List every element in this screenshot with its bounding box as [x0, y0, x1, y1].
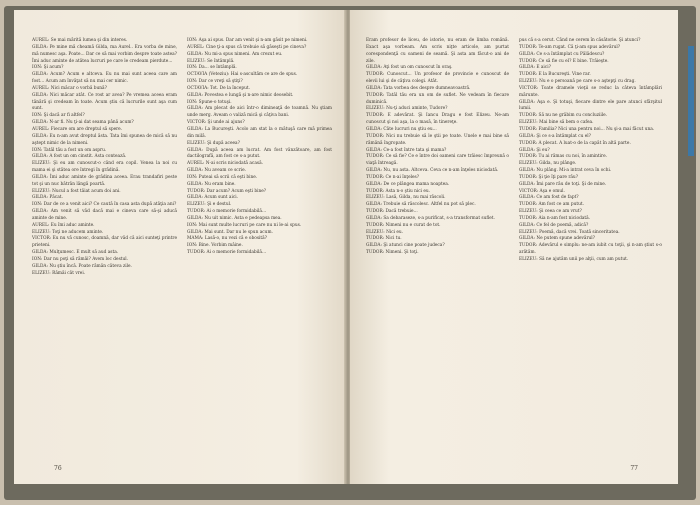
left-page-number: 76	[54, 465, 62, 472]
right-page-columns	[366, 38, 662, 458]
left-page-columns	[32, 38, 332, 458]
left-page-column-1: AUREL: Se mai mărită lumea şi din interes. GILDA: Pe mine mă cheamă Gilda, ma Aurel.. Era vorba de mine, mă numesc aşa. Poate... Dar ce să mai vorbim despre toate astea? Îmi aduc aminte de atâtea lucruri pe care le credeam pierdute... ION: Şi acum? GILDA: Acum? Acum e altceva. Eu nu mai sunt aceea care am fost... Acum am învăţat să nu mai cer nimic. AUREL: Nici măcar o vorbă bună? GILDA: Nici măcar atât. Ce rost ar avea? Pe vremea aceea eram tânără şi credeam în toate. Acum ştiu că lucrurile sunt aşa cum sunt. ION: Şi dacă ar fi altfel? GILDA: N-ar fi. Nu ţi-ai dat seama până acum? AUREL: Fiecare om are dreptul să spere. GILDA: Eu n-am avut dreptul ăsta. Tata îmi spunea de mică să nu aştept nimic de la nimeni. ION: Tatăl tău a fost un om aspru. GILDA: A fost un om cinstit. Asta contează. ELIZEU: Şi eu am cunoscut-o când era copil. Venea la noi cu mama ei şi stătea ore întregi în grădină. GILDA: Îmi aduc aminte de grădina aceea. Erau trandafiri peste tot şi un nuc bătrân lângă poartă. ELIZEU: Nucul a fost tăiat acum doi ani. GILDA: Păcat. ION: Dar de ce a venit aici? Ce caută în casa asta după atâţia ani? GILDA: Am venit să văd dacă mai e cineva care să-şi aducă aminte de mine. AUREL: Eu îmi aduc aminte. ELIZEU: Toţi ne aducem aminte. VICTOR: Eu nu vă cunosc, doamnă, dar văd că aici sunteţi printre prieteni. GILDA: Mulţumesc. E mult să aud asta. ION: Dar nu poţi să rămâi? Avem loc destul. GILDA: Nu ştiu încă. Poate rămân câteva zile. ELIZEU: Rămâi cât vrei.	[32, 38, 177, 276]
right-page	[350, 10, 678, 484]
right-page-column-2: pus că s-a cerut. Când ne cerem în căsătorie. Şi atunci? TUDOR: Te-am rugat. Că ţi-am spus adevărul? GILDA: Ce s-a întâmplat cu Pălădescu? TUDOR: Ce să fie cu el? E bine. Trăieşte. GILDA: E aici? TUDOR: E la Bucureşti. Vine rar. ELIZEU: Nu e o persoană pe care s-o aştepţi cu drag. VICTOR: Toate dramele vieţii se reduc la câteva întâmplări mărunte. GILDA: Aşa e. Şi totuşi, fiecare dintre ele pare atunci sfârşitul lumii. TUDOR: Să nu ne grăbim cu concluziile. ELIZEU: Mai bine să bem o cafea. TUDOR: Familia? Nici una pentru noi... Nu şi-a mai făcut una. GILDA: Şi ce s-a întâmplat cu el? TUDOR: A plecat. A luat-o de la capăt în altă parte. GILDA: Şi eu? TUDOR: Tu ai rămas cu noi, în amintire. ELIZEU: Gilda, nu plânge. GILDA: Nu plâng. Mi-a intrat ceva în ochi. TUDOR: Şi ţie îţi pare rău? GILDA: Îmi pare rău de toţi. Şi de mine. VICTOR: Aşa e omul. GILDA: Ce am fost de fapt? TUDOR: Am fost ce am putut. ELIZEU: Şi ceea ce am vrut? TUDOR: Aia n-am fost niciodată. GILDA: Ce fel de poemă, adică? ELIZEU: Poemă, dacă vrei. Toată sinceritatea. GILDA: Ne putem spune adevărul? TUDOR: Adevărul e simplu: ne-am iubit cu toţii, şi n-am ştiut s-o arătăm. ELIZEU: Să ne ajutăm unii pe alţii, cum am putut.	[519, 38, 662, 262]
right-page-number: 77	[630, 465, 638, 472]
right-page-column-1: Eram profesor de liceu, de istorie, nu eram de limba română. Exact aşa vorbeam. Am scris niţte articole, am purtat corespondenţă cu oameni de seamă. Şi asta am făcut-o ani de zile. GILDA: Aţi fost un om cunoscut în oraş. TUDOR: Cunoscut... Un profesor de provincie e cunoscut de elevii lui şi de câţiva colegi. Atât. GILDA: Tata vorbea des despre dumneavoastră. TUDOR: Tatăl tău era un om de suflet. Ne vedeam în fiecare duminică. ELIZEU: Nu-ţi aduci aminte, Tudore? TUDOR: E adevărat. Şi Iancu Dragu e fost Elizeu. Ne-am cunoscut şi noi aşa, la o masă, în tinereţe. GILDA: Câte lucruri nu ştiu eu... TUDOR: Nici nu trebuie să le ştii pe toate. Unele e mai bine să rămână îngropate. GILDA: Ce-a fost între tata şi mama? TUDOR: Ce să fie? Ce e între doi oameni care trăiesc împreună o viaţă întreagă. GILDA: Nu, nu asta. Altceva. Ceva ce n-am înţeles niciodată. TUDOR: Ce n-ai înţeles? GILDA: De ce plângea mama noaptea. TUDOR: Asta n-o ştiu nici eu. ELIZEU: Lasă, Gilda, nu mai răscoli. GILDA: Trebuie să răscolesc. Altfel nu pot să plec. TUDOR: Dacă trebuie... GILDA: Sa debaraseze, s-a purificat, s-a transformat suflet. TUDOR: Nimeni nu e curat de tot. ELIZEU: Nici eu. TUDOR: Nici tu. GILDA: Şi atunci cine poate judeca? TUDOR: Nimeni. Şi toţi.	[366, 38, 509, 256]
bookmark-ribbon	[688, 46, 694, 156]
left-page	[14, 10, 346, 484]
left-page-column-2: ION: Aşa ai spus. Dar am venit şi n-am găsit pe nimeni. AUREL: Cine ţi-a spus că trebuie să găseşti pe cineva? GILDA: Nu mi-a spus nimeni. Am crezut eu. ELIZEU: Se întâmplă. ION: Da... se întâmplă. OCTAVIA (Veteziu): Hai s-ascultăm ce are de spus. ION: Dar ce vreţi să ştiţi? OCTAVIA: Tot. De la început. GILDA: Povestea e lungă şi n-are nimic deosebit. ION: Spune-o totuşi. GILDA: Am plecat de aici într-o dimineaţă de toamnă. Nu ştiam unde merg. Aveam o valiză mică şi câţiva bani. VICTOR: Şi unde ai ajuns? GILDA: La Bucureşti. Acolo am stat la o mătuşă care mă primea din milă. ELIZEU: Şi după aceea? GILDA: După aceea am lucrat. Am fost vânzătoare, am fost dactilografă, am fost ce s-a putut. AUREL: N-ai scris niciodată acasă. GILDA: Nu aveam ce scrie. ION: Puteai să scrii că eşti bine. GILDA: Nu eram bine. TUDOR: Dar acum? Acum eşti bine? GILDA: Acum sunt aici. ELIZEU: Şi e destul. TUDOR: Ai o memorie formidabilă... GILDA: Nu uit nimic. Asta e pedeapsa mea. ION: Mai sunt multe lucruri pe care nu ni le-ai spus. GILDA: Mai sunt. Dar nu le spun acum. MAMA: Lasă-o, nu vezi că e obosită? ION: Bine. Vorbim mâine. TUDOR: Ai o memorie formidabilă...	[187, 38, 332, 256]
